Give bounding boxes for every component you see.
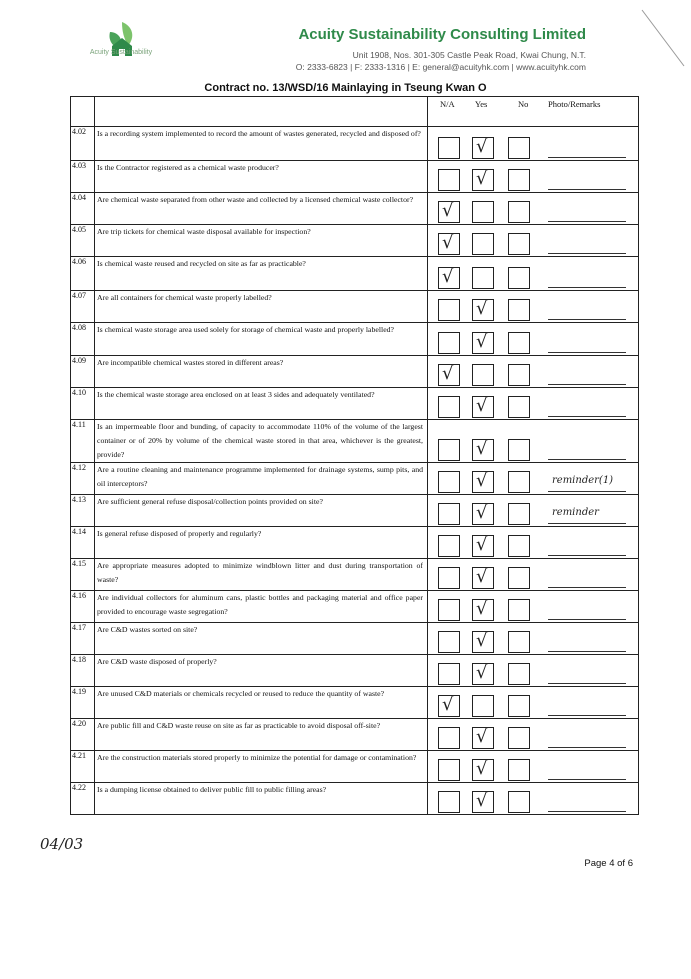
item-options	[428, 527, 639, 559]
item-question: Are unused C&D materials or chemicals recycled or reused to reduce the quantity of waste?	[95, 687, 428, 719]
checkbox-na[interactable]	[438, 631, 460, 653]
checkbox-no[interactable]	[508, 233, 530, 255]
checkbox-na[interactable]	[438, 364, 460, 386]
checklist-row	[71, 559, 639, 591]
checkbox-yes[interactable]	[472, 599, 494, 621]
item-options	[428, 719, 639, 751]
checklist-row	[71, 719, 639, 751]
item-question: Are chemical waste separated from other waste and collected by a licensed chemical waste collector?	[95, 193, 428, 225]
checkbox-yes[interactable]	[472, 471, 494, 493]
remarks-line	[548, 491, 626, 492]
remarks-line	[548, 416, 626, 417]
item-question: Are individual collectors for aluminum cans, plastic bottles and packaging material and office paper provided to encourage waste segregation?	[95, 591, 428, 623]
item-options	[428, 591, 639, 623]
checkbox-no[interactable]	[508, 332, 530, 354]
remarks-line	[548, 715, 626, 716]
item-number: 4.17	[71, 623, 95, 655]
column-yes: Yes	[475, 99, 488, 109]
tick-mark-icon: √	[476, 438, 488, 459]
header-question-cell	[95, 97, 428, 127]
page-number: Page 4 of 6	[584, 858, 633, 869]
checklist-row	[71, 623, 639, 655]
item-options	[428, 687, 639, 719]
tick-mark-icon: √	[442, 232, 454, 253]
checklist-row	[71, 527, 639, 559]
checkbox-na[interactable]	[438, 137, 460, 159]
item-question: Are C&D waste disposed of properly?	[95, 655, 428, 687]
checkbox-no[interactable]	[508, 364, 530, 386]
scan-edge-line	[640, 8, 686, 68]
item-number: 4.18	[71, 655, 95, 687]
tick-mark-icon: √	[476, 168, 488, 189]
remarks-line	[548, 253, 626, 254]
checkbox-na[interactable]	[438, 332, 460, 354]
checkbox-yes[interactable]	[472, 364, 494, 386]
checklist-row	[71, 783, 639, 815]
item-options	[428, 356, 639, 388]
item-options	[428, 323, 639, 356]
tick-mark-icon: √	[476, 534, 488, 555]
checklist-row	[71, 687, 639, 719]
checklist-row	[71, 463, 639, 495]
checklist-row	[71, 591, 639, 623]
checkbox-na[interactable]	[438, 663, 460, 685]
checkbox-na[interactable]	[438, 396, 460, 418]
tick-mark-icon: √	[442, 363, 454, 384]
company-contact: O: 2333-6823 | F: 2333-1316 | E: general@acuityhk.com | www.acuityhk.com	[295, 62, 586, 72]
item-question: Is a recording system implemented to record the amount of wastes generated, recycled and disposed of?	[95, 127, 428, 161]
checkbox-no[interactable]	[508, 663, 530, 685]
item-question: Are a routine cleaning and maintenance programme implemented for drainage systems, sump pits, and oil interceptors?	[95, 463, 428, 495]
checkbox-yes[interactable]	[472, 695, 494, 717]
item-options	[428, 225, 639, 257]
checklist-row	[71, 323, 639, 356]
item-options	[428, 127, 639, 161]
tick-mark-icon: √	[442, 200, 454, 221]
item-number: 4.09	[71, 356, 95, 388]
checkbox-no[interactable]	[508, 727, 530, 749]
checkbox-na[interactable]	[438, 267, 460, 289]
acuity-leaf-logo-icon	[92, 16, 152, 74]
checkbox-yes[interactable]	[472, 233, 494, 255]
item-number: 4.11	[71, 420, 95, 463]
item-question: Is a dumping license obtained to deliver public fill to public filling areas?	[95, 783, 428, 815]
item-number: 4.13	[71, 495, 95, 527]
item-number: 4.21	[71, 751, 95, 783]
handwritten-remark: reminder(1)	[552, 475, 614, 486]
remarks-line	[548, 523, 626, 524]
item-number: 4.20	[71, 719, 95, 751]
tick-mark-icon: √	[442, 266, 454, 287]
checkbox-no[interactable]	[508, 267, 530, 289]
item-options	[428, 655, 639, 687]
checkbox-no[interactable]	[508, 599, 530, 621]
checklist-row	[71, 495, 639, 527]
checkbox-na[interactable]	[438, 503, 460, 525]
header-options-cell	[428, 97, 639, 127]
remarks-line	[548, 555, 626, 556]
checklist-row	[71, 257, 639, 291]
item-options	[428, 495, 639, 527]
remarks-line	[548, 587, 626, 588]
checkbox-yes[interactable]	[472, 631, 494, 653]
checkbox-yes[interactable]	[472, 759, 494, 781]
checklist-row	[71, 127, 639, 161]
column-na: N/A	[440, 99, 455, 109]
checkbox-no[interactable]	[508, 169, 530, 191]
item-question: Are C&D wastes sorted on site?	[95, 623, 428, 655]
item-question: Are public fill and C&D waste reuse on site as far as practicable to avoid disposal off-site?	[95, 719, 428, 751]
item-number: 4.03	[71, 161, 95, 193]
item-options	[428, 161, 639, 193]
item-question: Are sufficient general refuse disposal/collection points provided on site?	[95, 495, 428, 527]
item-number: 4.22	[71, 783, 95, 815]
remarks-line	[548, 779, 626, 780]
checkbox-yes[interactable]	[472, 396, 494, 418]
checkbox-na[interactable]	[438, 567, 460, 589]
item-number: 4.05	[71, 225, 95, 257]
checklist-row	[71, 161, 639, 193]
checkbox-yes[interactable]	[472, 299, 494, 321]
item-options	[428, 257, 639, 291]
checkbox-na[interactable]	[438, 727, 460, 749]
checklist-row	[71, 388, 639, 420]
tick-mark-icon: √	[476, 331, 488, 352]
remarks-line	[548, 352, 626, 353]
tick-mark-icon: √	[476, 395, 488, 416]
tick-mark-icon: √	[442, 694, 454, 715]
checkbox-na[interactable]	[438, 299, 460, 321]
item-options	[428, 751, 639, 783]
tick-mark-icon: √	[476, 790, 488, 811]
checklist-row	[71, 420, 639, 463]
handwritten-remark: reminder	[552, 507, 599, 518]
checkbox-no[interactable]	[508, 759, 530, 781]
item-question: Is the chemical waste storage area enclosed on at least 3 sides and adequately ventilated?	[95, 388, 428, 420]
item-options	[428, 463, 639, 495]
item-options	[428, 420, 639, 463]
checkbox-no[interactable]	[508, 471, 530, 493]
item-number: 4.19	[71, 687, 95, 719]
item-question: Is chemical waste storage area used solely for storage of chemical waste and properly labelled?	[95, 323, 428, 356]
header-no-cell	[71, 97, 95, 127]
tick-mark-icon: √	[476, 598, 488, 619]
handwritten-date: 04/03	[40, 835, 84, 853]
checkbox-no[interactable]	[508, 567, 530, 589]
checklist-row	[71, 751, 639, 783]
tick-mark-icon: √	[476, 758, 488, 779]
checkbox-yes[interactable]	[472, 535, 494, 557]
letterhead	[0, 0, 691, 85]
remarks-line	[548, 384, 626, 385]
item-number: 4.06	[71, 257, 95, 291]
checkbox-no[interactable]	[508, 695, 530, 717]
checkbox-yes[interactable]	[472, 503, 494, 525]
checkbox-na[interactable]	[438, 169, 460, 191]
company-address-block	[296, 49, 586, 73]
checkbox-no[interactable]	[508, 201, 530, 223]
checkbox-no[interactable]	[508, 631, 530, 653]
checkbox-yes[interactable]	[472, 201, 494, 223]
checkbox-yes[interactable]	[472, 663, 494, 685]
checkbox-no[interactable]	[508, 503, 530, 525]
checkbox-na[interactable]	[438, 695, 460, 717]
remarks-line	[548, 747, 626, 748]
item-options	[428, 623, 639, 655]
checklist-row	[71, 356, 639, 388]
checkbox-no[interactable]	[508, 137, 530, 159]
table-header-row	[71, 97, 639, 127]
company-name: Acuity Sustainability Consulting Limited	[298, 26, 586, 43]
checklist-row	[71, 193, 639, 225]
item-question: Are incompatible chemical wastes stored in different areas?	[95, 356, 428, 388]
checkbox-no[interactable]	[508, 396, 530, 418]
contract-title: Contract no. 13/WSD/16 Mainlaying in Tseung Kwan O	[204, 82, 487, 94]
remarks-line	[548, 189, 626, 190]
remarks-line	[548, 651, 626, 652]
item-question: Is an impermeable floor and bunding, of capacity to accommodate 110% of the volume of the largest container or of 20% by volume of the chemical waste stored in that area, whichever is the greatest, provide?	[95, 420, 428, 463]
checkbox-no[interactable]	[508, 299, 530, 321]
remarks-line	[548, 221, 626, 222]
tick-mark-icon: √	[476, 726, 488, 747]
checkbox-yes[interactable]	[472, 137, 494, 159]
tick-mark-icon: √	[476, 662, 488, 683]
checkbox-yes[interactable]	[472, 267, 494, 289]
remarks-line	[548, 157, 626, 158]
tick-mark-icon: √	[476, 630, 488, 651]
item-question: Is chemical waste reused and recycled on site as far as practicable?	[95, 257, 428, 291]
checkbox-na[interactable]	[438, 535, 460, 557]
checkbox-na[interactable]	[438, 439, 460, 461]
item-number: 4.16	[71, 591, 95, 623]
item-question: Are the construction materials stored properly to minimize the potential for damage or contamination?	[95, 751, 428, 783]
item-number: 4.10	[71, 388, 95, 420]
item-number: 4.14	[71, 527, 95, 559]
remarks-line	[548, 811, 626, 812]
item-question: Are appropriate measures adopted to minimize windblown litter and dust during transportation of waste?	[95, 559, 428, 591]
item-options	[428, 559, 639, 591]
item-question: Is the Contractor registered as a chemical waste producer?	[95, 161, 428, 193]
remarks-line	[548, 683, 626, 684]
item-question: Are trip tickets for chemical waste disposal available for inspection?	[95, 225, 428, 257]
checkbox-na[interactable]	[438, 759, 460, 781]
tick-mark-icon: √	[476, 470, 488, 491]
item-options	[428, 388, 639, 420]
checkbox-no[interactable]	[508, 791, 530, 813]
remarks-line	[548, 319, 626, 320]
remarks-line	[548, 619, 626, 620]
tick-mark-icon: √	[476, 298, 488, 319]
checklist-row	[71, 225, 639, 257]
item-number: 4.04	[71, 193, 95, 225]
column-remarks: Photo/Remarks	[548, 99, 601, 109]
item-number: 4.02	[71, 127, 95, 161]
checkbox-yes[interactable]	[472, 567, 494, 589]
checklist-row	[71, 291, 639, 323]
tick-mark-icon: √	[476, 136, 488, 157]
checkbox-yes[interactable]	[472, 169, 494, 191]
checklist-row	[71, 655, 639, 687]
item-question: Are all containers for chemical waste properly labelled?	[95, 291, 428, 323]
tick-mark-icon: √	[476, 502, 488, 523]
checkbox-na[interactable]	[438, 233, 460, 255]
item-options	[428, 291, 639, 323]
company-address: Unit 1908, Nos. 301-305 Castle Peak Road, Kwai Chung, N.T.	[352, 50, 586, 60]
item-options	[428, 193, 639, 225]
item-number: 4.12	[71, 463, 95, 495]
item-options	[428, 783, 639, 815]
remarks-line	[548, 459, 626, 460]
checkbox-yes[interactable]	[472, 332, 494, 354]
checkbox-na[interactable]	[438, 471, 460, 493]
checklist-table	[70, 96, 639, 815]
item-question: Is general refuse disposed of properly and regularly?	[95, 527, 428, 559]
logo-caption: Acuity Sustainability	[89, 49, 153, 56]
checkbox-na[interactable]	[438, 791, 460, 813]
checkbox-na[interactable]	[438, 201, 460, 223]
checkbox-yes[interactable]	[472, 791, 494, 813]
item-number: 4.15	[71, 559, 95, 591]
checkbox-yes[interactable]	[472, 439, 494, 461]
checkbox-na[interactable]	[438, 599, 460, 621]
checkbox-yes[interactable]	[472, 727, 494, 749]
remarks-line	[548, 287, 626, 288]
item-number: 4.07	[71, 291, 95, 323]
item-number: 4.08	[71, 323, 95, 356]
checkbox-no[interactable]	[508, 535, 530, 557]
checkbox-no[interactable]	[508, 439, 530, 461]
column-no: No	[518, 99, 529, 109]
tick-mark-icon: √	[476, 566, 488, 587]
